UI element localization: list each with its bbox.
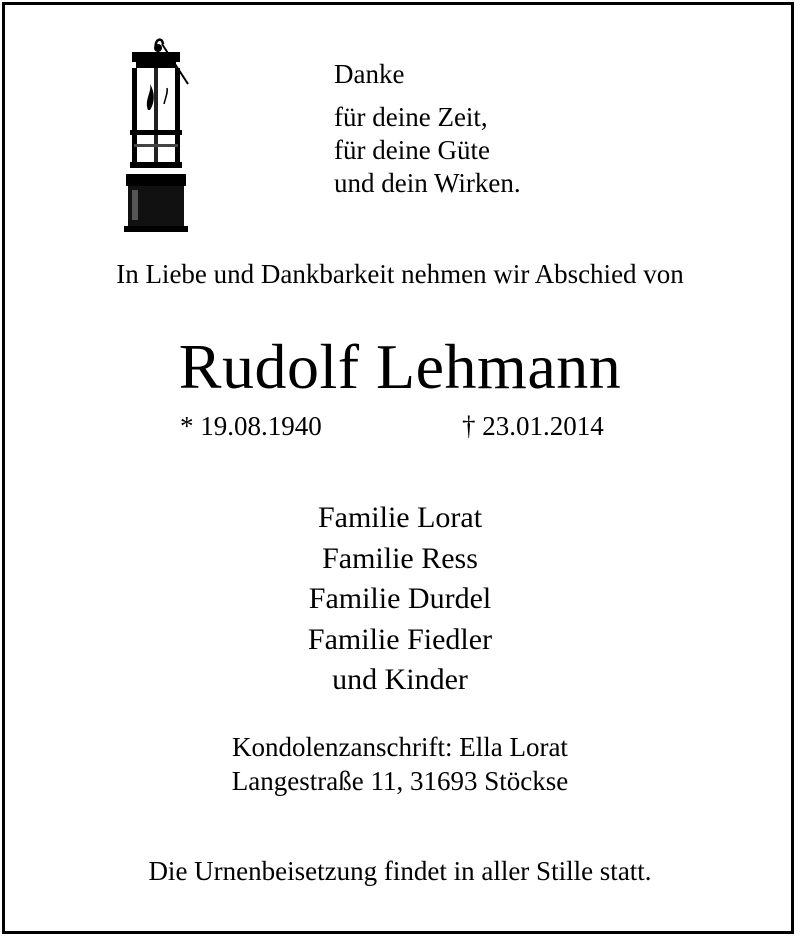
mourner-item: und Kinder (332, 663, 468, 696)
intro-line: für deine Güte (334, 135, 490, 165)
death-date: † 23.01.2014 (462, 411, 604, 441)
intro-verse (334, 58, 521, 200)
condolence-label: Kondolenzanschrift: Ella Lorat (232, 732, 568, 762)
intro-line: und dein Wirken. (334, 168, 521, 198)
burial-note: Die Urnenbeisetzung findet in aller Stille statt. (148, 856, 652, 886)
condolence-street: Langestraße 11, 31693 Stöckse (231, 766, 569, 796)
deceased-name: Rudolf Lehmann (178, 331, 622, 402)
condolence-address (0, 730, 800, 798)
mourners-list (0, 498, 800, 701)
intro-line: für deine Zeit, (334, 102, 488, 132)
mourner-item: Familie Ress (322, 541, 478, 575)
birth-date: * 19.08.1940 (180, 411, 322, 441)
mourner-item: Familie Lorat (317, 501, 483, 534)
miners-lamp-icon (118, 34, 196, 234)
mourner-item: Familie Fiedler (307, 622, 493, 656)
intro-thanks: Danke (334, 59, 405, 89)
mourner-item: Familie Durdel (308, 582, 492, 615)
farewell-line: In Liebe und Dankbarkeit nehmen wir Abschied von (116, 259, 684, 289)
